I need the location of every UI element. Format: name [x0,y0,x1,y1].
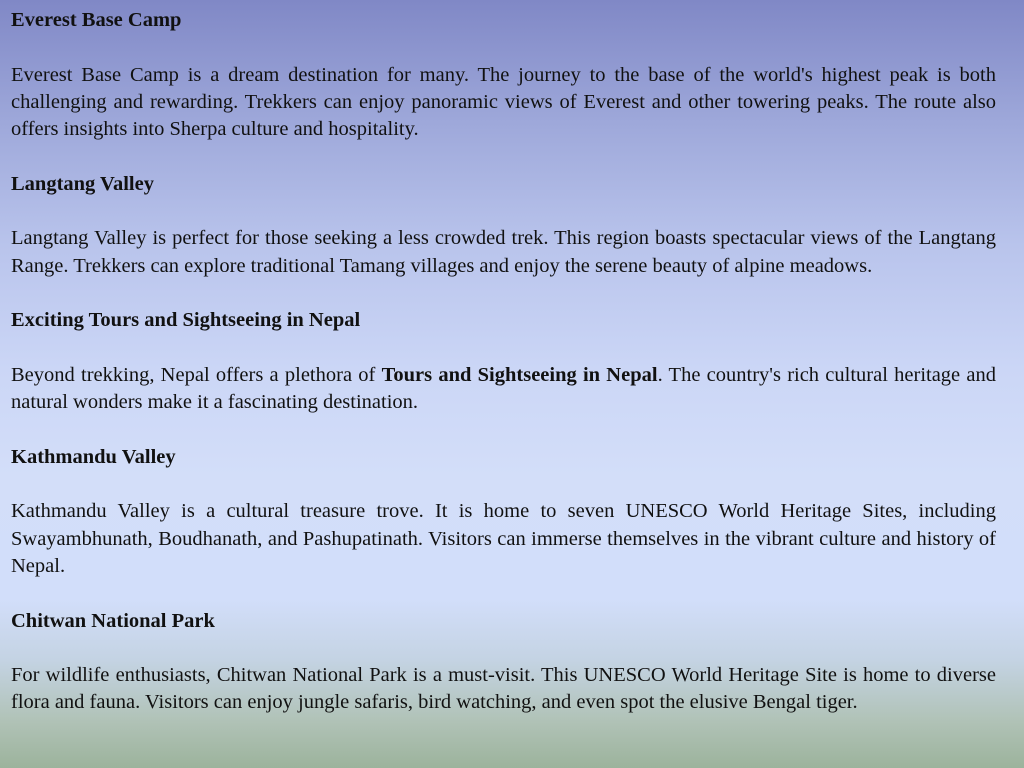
section-heading-langtang: Langtang Valley [11,172,154,195]
section-paragraph-everest: Everest Base Camp is a dream destination for many. The journey to the base of the world's highest peak is both challenging and rewarding. Trekkers can enjoy panoramic views of Everest and other towering peaks. The route also offers insights into Sherpa culture and hospitality. [11,63,996,141]
section-heading-kathmandu: Kathmandu Valley [11,445,176,468]
section-paragraph-langtang: Langtang Valley is perfect for those seeking a less crowded trek. This region boasts spectacular views of the Langtang Range. Trekkers can explore traditional Tamang villages and enjoy the serene beauty of alpine meadows. [11,227,996,277]
section-paragraph-tours [11,362,996,417]
section-paragraph-chitwan: For wildlife enthusiasts, Chitwan National Park is a must-visit. This UNESCO World Heritage Site is home to diverse flora and fauna. Visitors can enjoy jungle safaris, bird watching, and even spot the elusive Bengal tiger. [11,664,996,714]
document-body [11,7,996,717]
section-heading-chitwan: Chitwan National Park [11,609,215,632]
section-heading-tours: Exciting Tours and Sightseeing in Nepal [11,309,361,332]
tours-text-after: . The country's rich cultural heritage and natural wonders make it a fascinating destination. [11,363,996,414]
section-paragraph-kathmandu: Kathmandu Valley is a cultural treasure trove. It is home to seven UNESCO World Heritage Sites, including Swayambhunath, Boudhanath, and Pashupatinath. Visitors can immerse themselves in the vibrant culture and history of Nepal. [11,500,996,577]
tours-text-before: Beyond trekking, Nepal offers a plethora of [11,363,382,386]
section-heading-everest: Everest Base Camp [11,9,182,31]
tours-link-text[interactable]: Tours and Sightseeing in Nepal [381,363,658,386]
